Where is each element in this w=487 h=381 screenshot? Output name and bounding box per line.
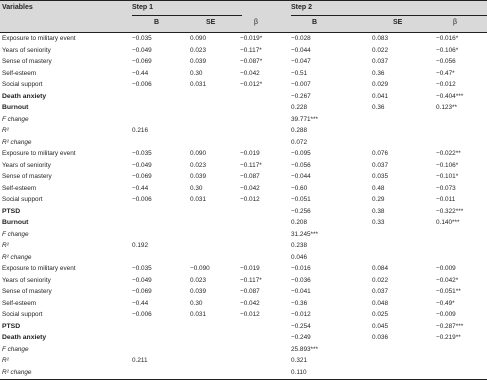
row-label: PTSD (2, 322, 21, 330)
table-cell: −0.042 (240, 184, 260, 192)
table-cell: −0.106* (436, 46, 459, 54)
table-cell: −0.47* (436, 69, 455, 77)
table-cell: −0.44 (132, 69, 149, 77)
table-cell: −0.042 (240, 299, 260, 307)
table-cell: −0.016 (291, 265, 311, 272)
header-se-step2: SE (393, 19, 403, 26)
table-cell: −0.51 (291, 69, 308, 77)
row-label: R² (2, 357, 9, 364)
table-cell: 0.036 (372, 334, 388, 341)
table-cell: −0.042* (436, 276, 459, 284)
table-cell: 0.228 (291, 104, 307, 111)
table-cell: 0.035 (372, 173, 388, 180)
table-cell: −0.60 (291, 184, 308, 192)
table-cell: −0.249 (291, 334, 311, 341)
table-cell: −0.019* (240, 35, 263, 42)
row-label: Social support (2, 311, 43, 318)
table-cell: −0.041 (291, 288, 311, 295)
table-cell: 0.30 (190, 184, 203, 192)
header-bottom-rule (0, 32, 487, 33)
row-label: Social support (2, 81, 43, 88)
table-cell: 0.084 (372, 265, 388, 272)
row-label: Self-esteem (2, 69, 37, 77)
table-cell: 0.38 (372, 207, 385, 215)
table-cell: 39.771*** (291, 115, 319, 123)
row-label: F change (2, 115, 29, 123)
table-cell: 0.216 (132, 127, 148, 134)
row-label: Years of seniority (2, 276, 51, 284)
table-cell: −0.049 (132, 276, 152, 284)
row-label: Sense of mastery (2, 173, 52, 180)
table-cell: −0.073 (436, 184, 456, 192)
table-cell: −0.022** (436, 150, 461, 157)
top-rule (0, 0, 487, 1)
table-cell: −0.044 (291, 46, 311, 54)
table-cell: −0.051** (436, 288, 461, 295)
table-cell: 0.031 (190, 196, 206, 203)
row-label: Exposure to military event (2, 265, 76, 272)
table-cell: −0.009 (436, 311, 456, 318)
table-cell: −0.051 (291, 196, 311, 203)
table-cell: −0.44 (132, 299, 149, 307)
table-cell: −0.117* (240, 276, 262, 284)
header-step2: Step 2 (291, 4, 313, 11)
table-cell: −0.36 (291, 299, 308, 307)
row-label: R² change (2, 368, 32, 376)
table-cell: −0.049 (132, 161, 152, 169)
table-cell: −0.006 (132, 196, 152, 203)
table-cell: 31.245*** (291, 230, 319, 238)
table-cell: 0.083 (372, 35, 388, 42)
table-cell: −0.006 (132, 311, 152, 318)
header-row-2 (0, 16, 487, 32)
table-cell: 0.022 (372, 276, 388, 284)
table-cell: −0.036 (291, 276, 311, 284)
row-label: Burnout (2, 104, 29, 111)
table-cell: −0.056 (436, 58, 456, 65)
table-cell: −0.254 (291, 322, 311, 330)
table-cell: 0.288 (291, 127, 307, 134)
table-cell: −0.035 (132, 265, 152, 272)
table-cell: 0.023 (190, 276, 206, 284)
table-cell: 0.031 (190, 81, 206, 88)
table-cell: −0.012 (291, 311, 311, 318)
table-cell: 0.076 (372, 150, 388, 157)
table-cell: −0.219** (436, 334, 461, 341)
table-cell: 0.110 (291, 368, 307, 376)
table-cell: −0.117* (240, 161, 262, 169)
table-cell: 0.025 (372, 311, 388, 318)
row-label: Years of seniority (2, 161, 51, 169)
header-row-1 (0, 0, 487, 16)
table-cell: −0.007 (291, 81, 311, 88)
header-step1: Step 1 (132, 4, 154, 11)
table-cell: −0.019 (240, 150, 260, 157)
table-cell: −0.069 (132, 288, 152, 295)
row-label: F change (2, 345, 29, 353)
table-cell: −0.49* (436, 299, 455, 307)
table-cell: −0.042 (240, 69, 260, 77)
table-cell: 0.192 (132, 242, 148, 249)
row-label: Sense of mastery (2, 58, 52, 65)
table-cell: −0.106* (436, 161, 459, 169)
step2-rule (291, 15, 487, 16)
table-cell: −0.069 (132, 58, 152, 65)
table-cell: −0.011 (436, 196, 456, 203)
table-cell: −0.287*** (436, 322, 464, 330)
table-cell: 0.037 (372, 161, 388, 169)
header-beta-step1: β (254, 19, 259, 26)
table-cell: 0.211 (132, 357, 148, 364)
table-cell: 0.037 (372, 288, 388, 295)
table-cell: 0.039 (190, 58, 206, 65)
table-cell: 0.321 (291, 357, 307, 364)
row-label: Years of seniority (2, 46, 51, 54)
table-cell: −0.087* (240, 58, 263, 65)
table-cell: 0.045 (372, 322, 388, 330)
table-cell: 0.36 (372, 69, 385, 77)
table-cell: −0.012 (240, 196, 260, 203)
table-cell: −0.087 (240, 288, 260, 295)
table-cell: −0.035 (132, 35, 152, 42)
table-cell: 0.031 (190, 311, 206, 318)
row-label: F change (2, 230, 29, 238)
header-se-step1: SE (206, 19, 216, 26)
table-cell: 0.022 (372, 46, 388, 54)
table-cell: 0.039 (190, 173, 206, 180)
table-cell: −0.322*** (436, 207, 464, 215)
table-cell: −0.012 (240, 311, 260, 318)
table-cell: 0.023 (190, 161, 206, 169)
row-label: R² change (2, 253, 32, 261)
header-b-step1: B (154, 19, 160, 26)
table-cell: 0.30 (190, 299, 203, 307)
row-label: R² change (2, 138, 32, 146)
table-cell: 0.090 (190, 150, 206, 157)
row-label: R² (2, 242, 9, 249)
table-cell: 0.037 (372, 58, 388, 65)
table-cell: 0.048 (372, 299, 388, 307)
table-cell: −0.256 (291, 207, 311, 215)
table-cell: 0.33 (372, 219, 385, 226)
table-cell: −0.117* (240, 46, 262, 54)
row-label: Exposure to military event (2, 150, 76, 157)
row-label: Social support (2, 196, 43, 203)
table-cell: 0.48 (372, 184, 385, 192)
table-cell: 0.023 (190, 46, 206, 54)
table-cell: 0.039 (190, 288, 206, 295)
row-label: Death anxiety (2, 92, 47, 100)
row-label: Exposure to military event (2, 35, 76, 42)
bottom-rule (0, 379, 487, 380)
table-cell: −0.069 (132, 173, 152, 180)
table-cell: −0.012* (240, 81, 263, 88)
header-beta-step2: β (453, 19, 458, 26)
row-label: Burnout (2, 219, 29, 226)
header-variables: Variables (2, 4, 33, 11)
table-cell: 0.36 (372, 104, 385, 111)
header-b-step2: B (312, 19, 318, 26)
table-cell: −0.009 (436, 265, 456, 272)
table-cell: −0.095 (291, 150, 311, 157)
table-cell: 0.123** (436, 104, 457, 111)
table-cell: 0.30 (190, 69, 203, 77)
table-cell: −0.101* (436, 173, 459, 180)
table-cell: 0.046 (291, 253, 307, 261)
table-cell: 0.029 (372, 81, 388, 88)
table-cell: −0.044 (291, 173, 311, 180)
row-label: Death anxiety (2, 334, 47, 341)
table-cell: −0.047 (291, 58, 311, 65)
table-cell: −0.049 (132, 46, 152, 54)
table-cell: −0.016* (436, 35, 459, 42)
table-cell: 0.041 (372, 92, 388, 100)
table-cell: −0.267 (291, 92, 311, 100)
table-cell: 0.238 (291, 242, 307, 249)
table-cell: −0.028 (291, 35, 311, 42)
table-cell: 0.090 (190, 35, 206, 42)
row-label: Sense of mastery (2, 288, 52, 295)
table-cell: −0.006 (132, 81, 152, 88)
row-label: PTSD (2, 207, 21, 215)
table-cell: 0.29 (372, 196, 385, 203)
table-cell: 0.140*** (436, 219, 460, 226)
table-cell: −0.012 (436, 81, 456, 88)
table-cell: −0.404*** (436, 92, 464, 100)
row-label: R² (2, 127, 9, 134)
table-cell: 25.893*** (291, 345, 319, 353)
table-cell: −0.035 (132, 150, 152, 157)
table-cell: −0.087 (240, 173, 260, 180)
table-cell: −0.44 (132, 184, 149, 192)
row-label: Self-esteem (2, 184, 37, 192)
row-label: Self-esteem (2, 299, 37, 307)
table-cell: 0.072 (291, 138, 307, 146)
table-cell: −0.019 (240, 265, 260, 272)
table-cell: −0.090 (190, 265, 210, 272)
table-cell: −0.056 (291, 161, 311, 169)
table-cell: 0.208 (291, 219, 307, 226)
